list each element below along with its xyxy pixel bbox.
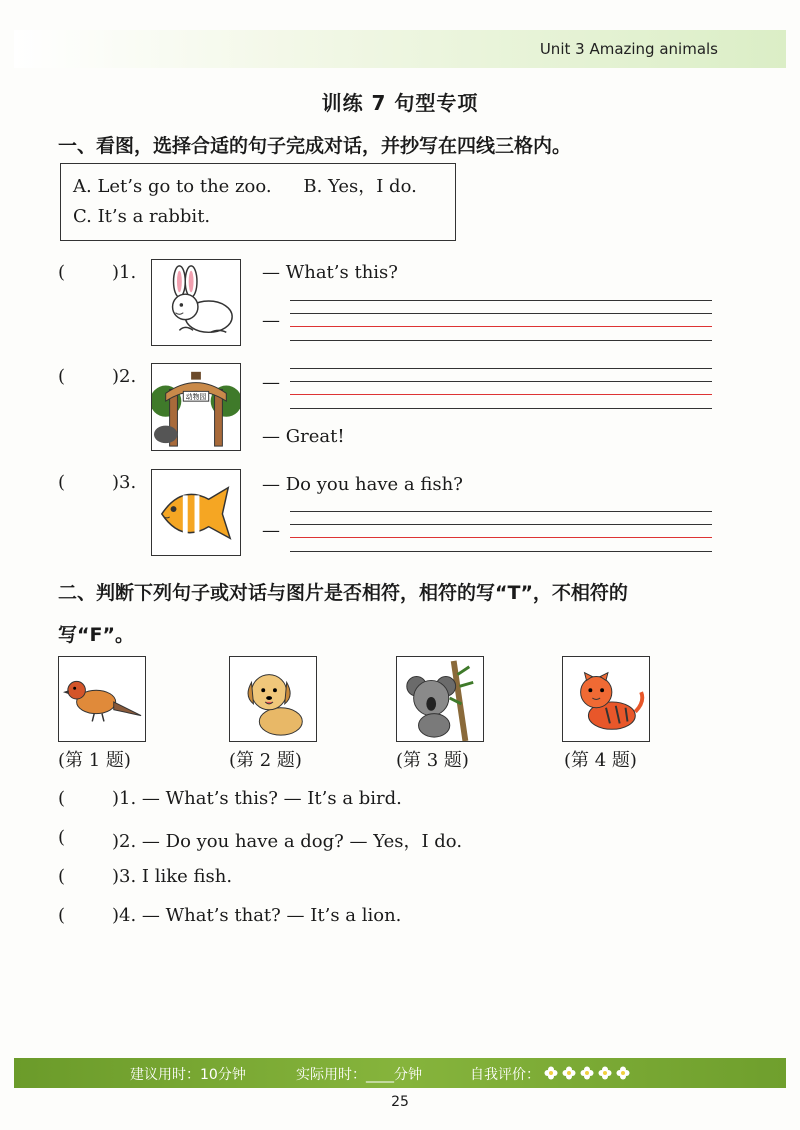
rating-stars[interactable] <box>540 1067 630 1083</box>
option-b: B. Yes，I do. <box>303 176 417 197</box>
writing-lines[interactable] <box>290 368 712 408</box>
question-number: )1. <box>112 262 137 283</box>
picture-caption: (第 3 题) <box>396 750 469 771</box>
options-box <box>60 163 456 241</box>
answer-paren-open: ( <box>58 905 66 926</box>
judgement-item: )2. — Do you have a dog? — Yes，I do. <box>112 831 463 852</box>
dialogue-dash: — <box>262 372 280 393</box>
self-evaluation <box>470 1064 630 1084</box>
page-title: 训练 7 句型专项 <box>321 91 479 115</box>
star-icon[interactable] <box>616 1066 630 1080</box>
picture-caption: (第 4 题) <box>564 750 637 771</box>
self-eval-label: 自我评价： <box>470 1067 540 1083</box>
dialogue-line: — Great! <box>262 426 345 447</box>
writing-lines[interactable] <box>290 511 712 551</box>
section2-heading-cont: 写“F”。 <box>58 624 134 646</box>
picture-caption: (第 1 题) <box>58 750 131 771</box>
fish-picture <box>151 469 241 556</box>
suggested-time: 建议用时：10分钟 <box>130 1067 246 1083</box>
judgement-item: )3. I like fish. <box>112 866 233 887</box>
judgement-item: )1. — What’s this? — It’s a bird. <box>112 788 402 809</box>
dialogue-line: — Do you have a fish? <box>262 474 463 495</box>
section2-heading: 二、判断下列句子或对话与图片是否相符，相符的写“T”，不相符的 <box>58 582 628 604</box>
answer-paren-open: ( <box>58 262 66 283</box>
star-icon[interactable] <box>598 1066 612 1080</box>
koala-icon <box>397 657 483 741</box>
dog-icon <box>230 657 316 741</box>
picture-caption: (第 2 题) <box>229 750 302 771</box>
tiger-picture <box>562 656 650 742</box>
bird-icon <box>59 657 145 741</box>
star-icon[interactable] <box>580 1066 594 1080</box>
judgement-item: )4. — What’s that? — It’s a lion. <box>112 905 402 926</box>
section1-heading: 一、看图，选择合适的句子完成对话，并抄写在四线三格内。 <box>58 135 572 157</box>
star-icon[interactable] <box>562 1066 576 1080</box>
actual-time: 实际用时：____分钟 <box>296 1067 422 1083</box>
dialogue-dash: — <box>262 310 280 331</box>
answer-paren-open: ( <box>58 866 66 887</box>
answer-paren-open: ( <box>58 472 66 493</box>
option-c: C. It’s a rabbit. <box>73 206 211 227</box>
unit-header: Unit 3 Amazing animals <box>539 40 718 58</box>
rabbit-icon <box>152 260 240 345</box>
question-number: )2. <box>112 366 137 387</box>
zoo-gate-picture <box>151 363 241 451</box>
fish-icon <box>152 470 240 555</box>
answer-paren-open: ( <box>58 788 66 809</box>
question-number: )3. <box>112 472 137 493</box>
writing-lines[interactable] <box>290 300 712 340</box>
koala-picture <box>396 656 484 742</box>
tiger-icon <box>563 657 649 741</box>
zoo-gate-icon <box>152 364 240 450</box>
zoo-sign: 动物园 <box>185 393 207 402</box>
page-number: 25 <box>391 1094 409 1110</box>
answer-paren-open: ( <box>58 827 66 848</box>
dog-picture <box>229 656 317 742</box>
footer-bar <box>14 1058 786 1088</box>
dialogue-line: — What’s this? <box>262 262 398 283</box>
bird-picture <box>58 656 146 742</box>
option-a: A. Let’s go to the zoo. <box>73 176 272 197</box>
rabbit-picture <box>151 259 241 346</box>
dialogue-dash: — <box>262 520 280 541</box>
star-icon[interactable] <box>544 1066 558 1080</box>
answer-paren-open: ( <box>58 366 66 387</box>
